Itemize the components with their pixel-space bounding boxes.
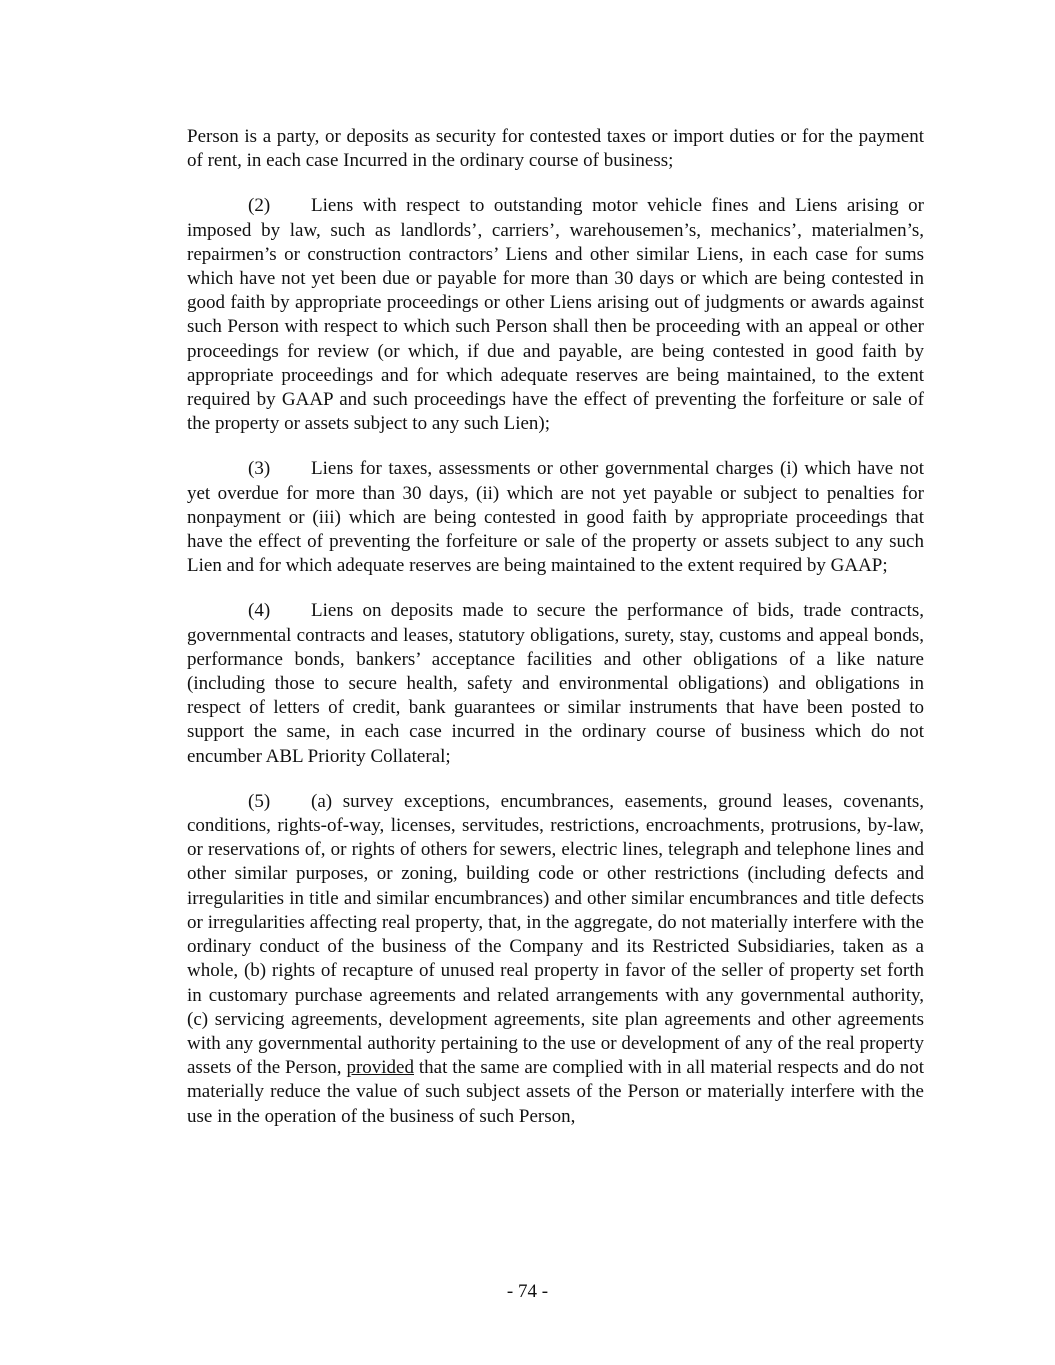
paragraph-text: that the same are complied with in all material respects and do not materially reduce the value of such subject assets of the Person or materially interfere with the use in the operation of the business of such Person, <box>187 1057 925 1127</box>
paragraph-2 <box>187 194 924 436</box>
paragraph-text: Liens with respect to outstanding motor vehicle fines and Liens arising or imposed by law, such as landlords’, carriers’, warehousemen’s, mechanics’, materialmen’s, repairmen’s or construction contractors’ Liens and other similar Liens, in each case for sums which have not yet been due or payable for more than 30 days or which are being contested in good faith by appropriate proceedings or other Liens arising out of judgments or awards against such Person with respect to which such Person shall then be proceeding with an appeal or other proceedings for review (or which, if due and payable, are being contested in good faith by appropriate proceedings and for which adequate reserves are being maintained, to the extent required by GAAP and such proceedings have the effect of preventing the forfeiture or sale of the property or assets subject to any such Lien); <box>187 195 924 435</box>
paragraph-number: (5) <box>248 790 271 812</box>
paragraph-text: Liens on deposits made to secure the performance of bids, trade contracts, governmental contracts and leases, statutory obligations, surety, stay, customs and appeal bonds, performance bonds, bankers’ acceptance facilities and other obligations of a like nature (including those to secure health, safety and environmental obligations) and obligations in respect of letters of credit, bank guarantees or similar instruments that have been posted to support the same, in each case incurred in the ordinary course of business which do not encumber ABL Priority Collateral; <box>187 600 924 767</box>
paragraph-continuation <box>187 125 924 173</box>
provided-term: provided <box>346 1057 414 1079</box>
paragraph-text: Liens for taxes, assessments or other governmental charges (i) which have not yet overdue for more than 30 days, (ii) which are not yet payable or subject to penalties for nonpayment or (iii) which are being contested in good faith by appropriate proceedings that have the effect of preventing the forfeiture or sale of the property or assets subject to any such Lien and for which adequate reserves are being maintained to the extent required by GAAP; <box>187 458 924 577</box>
paragraph-text: Person is a party, or deposits as security for contested taxes or import duties or for the payment of rent, in each case Incurred in the ordinary course of business; <box>187 126 924 172</box>
paragraph-4 <box>187 599 924 768</box>
paragraph-text: (a) survey exceptions, encumbrances, easements, ground leases, covenants, conditions, rights-of-way, licenses, servitudes, restrictions, encroachments, protrusions, by-law, or reservations of, or rights of others for sewers, electric lines, telegraph and telephone lines and other similar purposes, or zoning, building code or other restrictions (including defects and irregularities in title and similar encumbrances) and other similar encumbrances and title defects or irregularities affecting real property, that, in the aggregate, do not materially interfere with the ordinary conduct of the business of the Company and its Restricted Subsidiaries, taken as a whole, (b) rights of recapture of unused real property in favor of the seller of property set forth in customary purchase agreements and related arrangements with any governmental authority, (c) servicing agreements, development agreements, site plan agreements and other agreements with any governmental authority pertaining to the use or development of any of the real property assets of the Person, <box>187 790 924 1079</box>
paragraph-number: (2) <box>248 195 271 217</box>
page-number: - 74 - <box>506 1281 549 1302</box>
paragraph-number: (3) <box>248 458 271 480</box>
paragraph-5 <box>187 790 924 1129</box>
paragraph-3 <box>187 457 924 578</box>
paragraph-number: (4) <box>248 600 271 622</box>
document-body <box>187 125 924 1150</box>
